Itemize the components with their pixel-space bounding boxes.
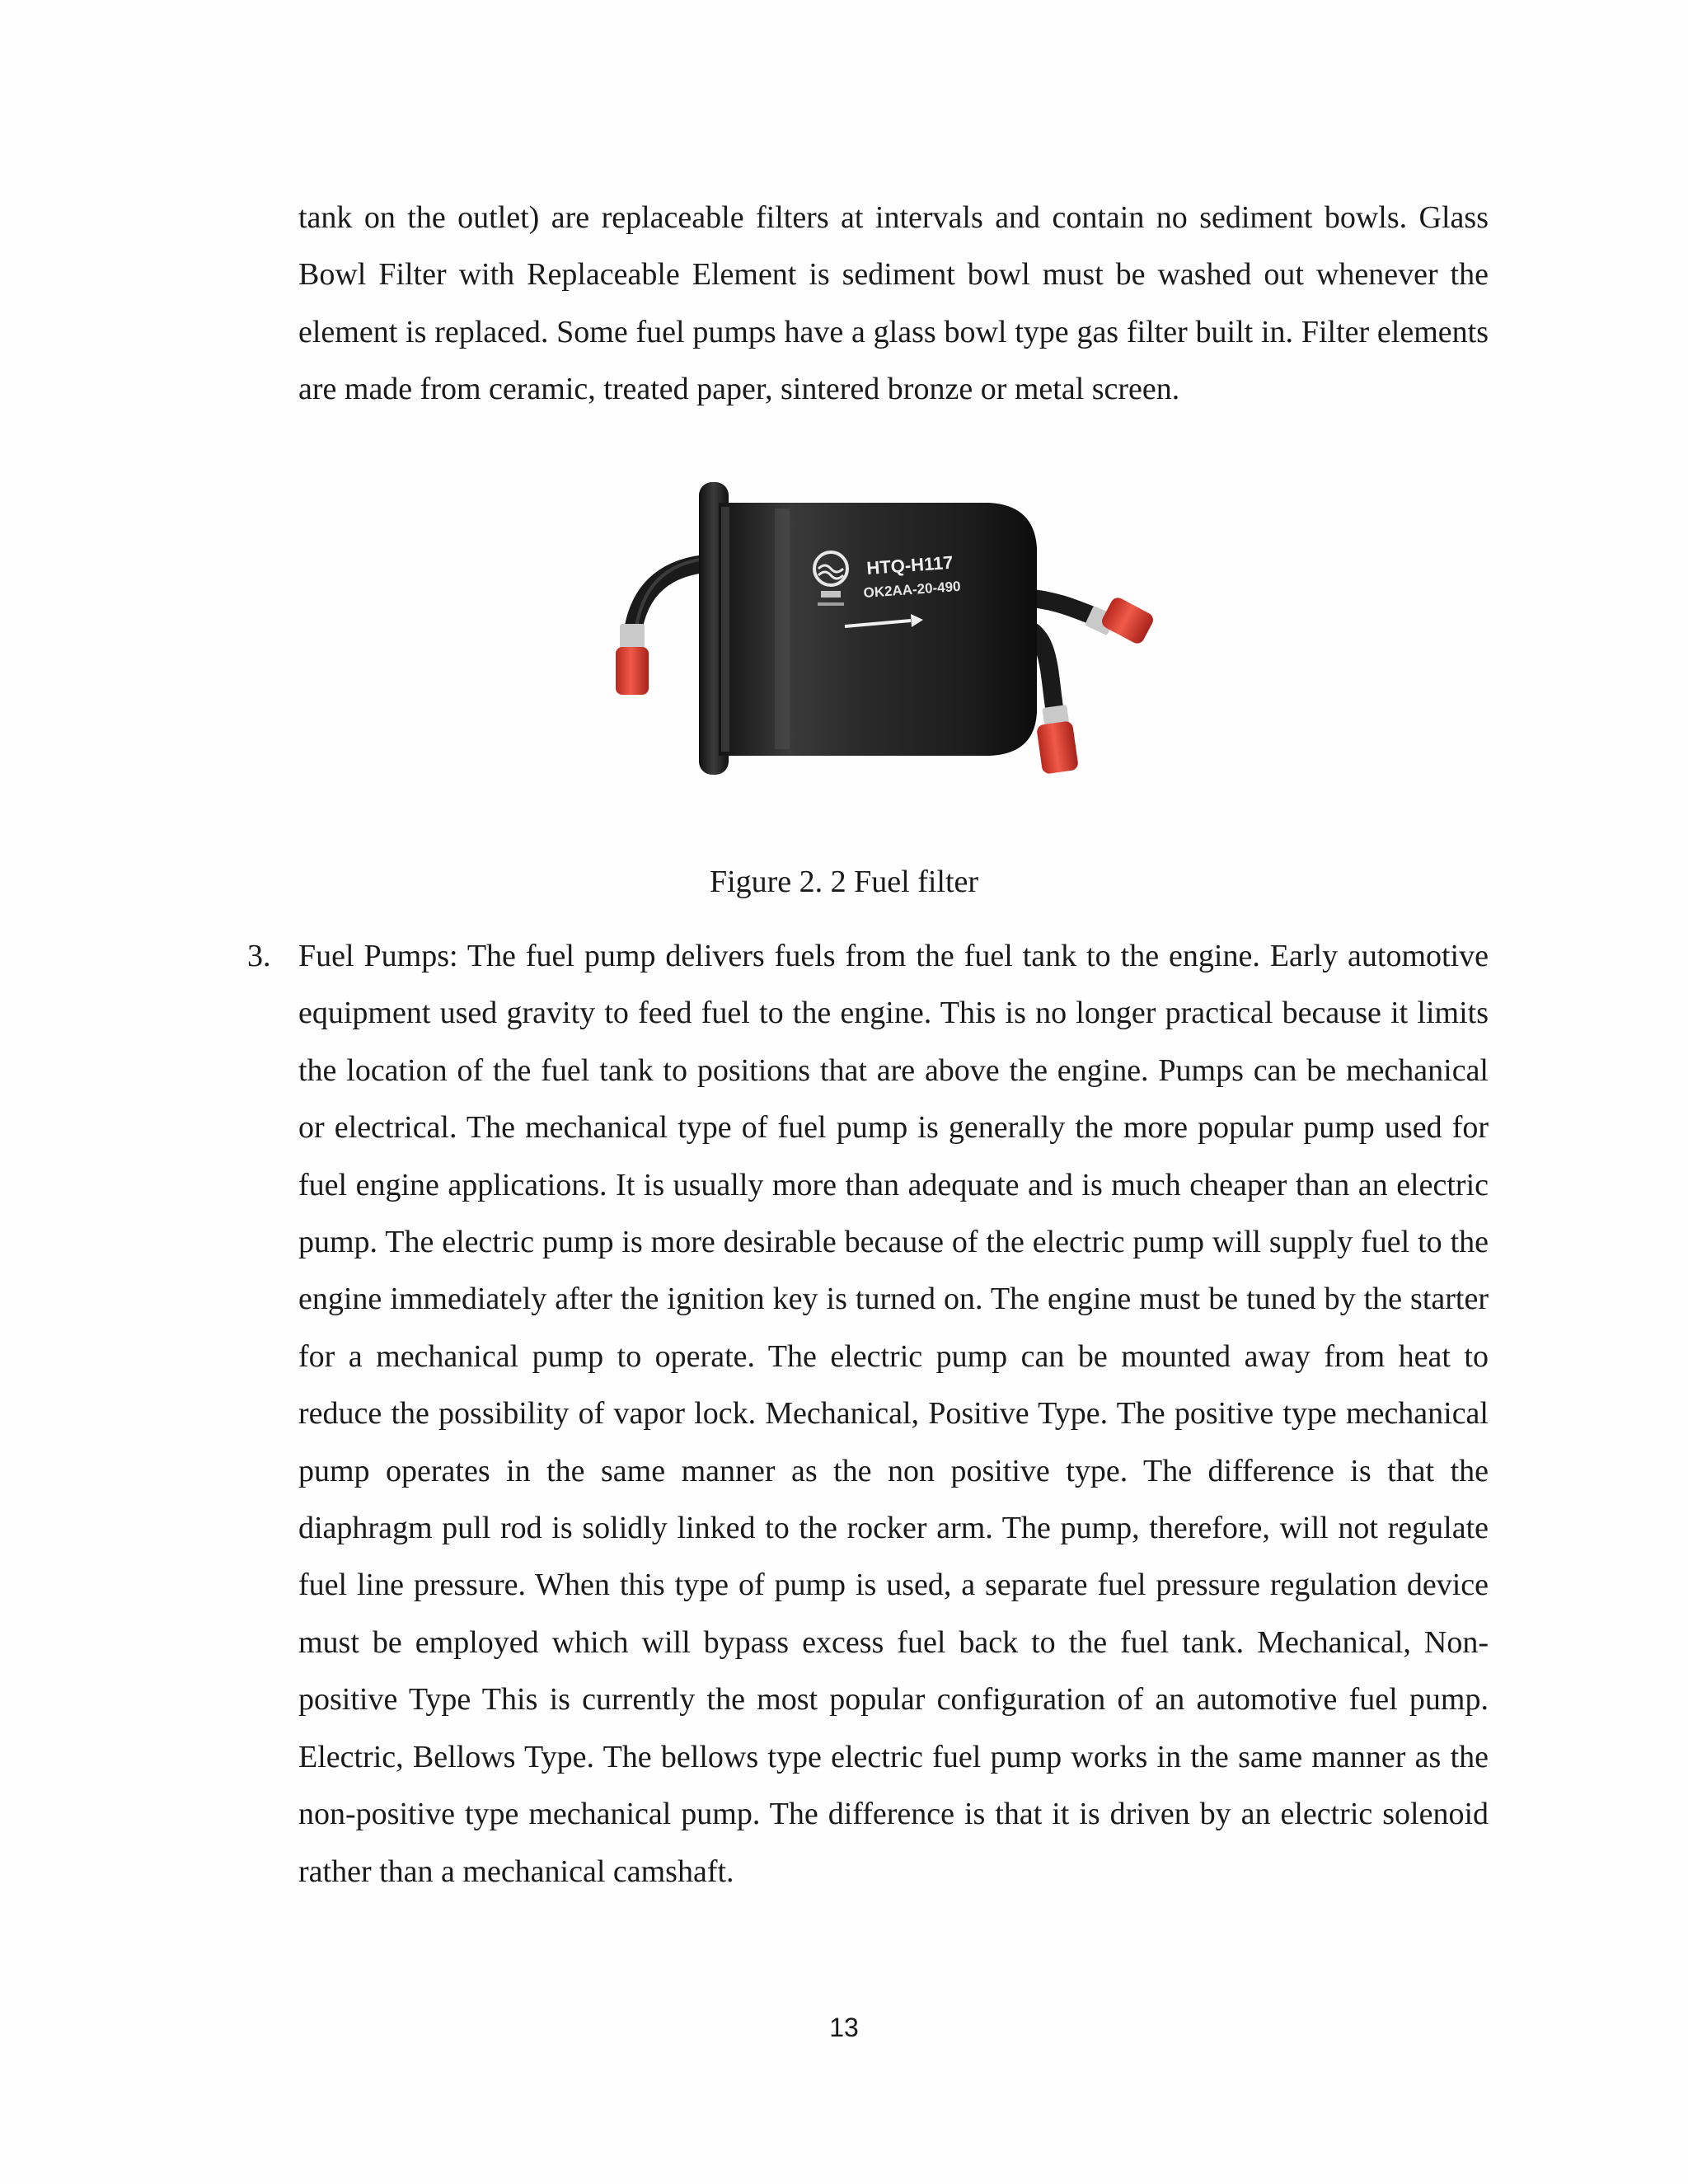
- list-item-number: 3.: [247, 939, 271, 973]
- intro-paragraph: [298, 190, 1489, 419]
- filter-model-label: HTQ-H117: [865, 551, 954, 579]
- figure-caption: Figure 2. 2 Fuel filter: [709, 865, 979, 899]
- right-upper-red-cap: [1100, 595, 1156, 646]
- filter-body: [719, 503, 1037, 756]
- left-red-cap: [616, 647, 649, 695]
- page-number: 13: [829, 2013, 859, 2042]
- fuel-filter-figure: [577, 466, 1170, 795]
- list-item-text: Fuel Pumps: The fuel pump delivers fuels from the fuel tank to the engine. Early automotive equipment used gravity to feed fuel to the engine. This is no longer practical because it limits the location of the fuel tank to positions that are above the engine. Pumps can be mechanical or electrical. The mechanical type of fuel pump is generally the more popular pump used for fuel engine applications. It is usually more than adequate and is much cheaper than an electric pump. The electric pump is more desirable because of the electric pump will supply fuel to the engine immediately after the ignition key is turned on. The engine must be tuned by the starter for a mechanical pump to operate. The electric pump can be mounted away from heat to reduce the possibility of vapor lock. Mechanical, Positive Type. The positive type mechanical pump operates in the same manner as the non positive type. The difference is that the diaphragm pull rod is solidly linked to the rocker arm. The pump, therefore, will not regulate fuel line pressure. When this type of pump is used, a separate fuel pressure regulation device must be employed which will bypass excess fuel back to the fuel tank. Mechanical, Non-positive Type This is currently the most popular configuration of an automotive fuel pump. Electric, Bellows Type. The bellows type electric fuel pump works in the same manner as the non-positive type mechanical pump. The difference is that it is driven by an electric solenoid rather than a mechanical camshaft.: [298, 939, 1489, 1889]
- right-lower-red-cap: [1036, 720, 1079, 775]
- fuel-filter-image: [577, 466, 1170, 795]
- filter-part-label: OK2AA-20-490: [862, 578, 962, 601]
- intro-paragraph-text: tank on the outlet) are replaceable filters at intervals and contain no sediment bowls. Glass Bowl Filter with Replaceable Element is sediment bowl must be washed out whenever the element is replaced. Some fuel pumps have a glass bowl type gas filter built in. Filter elements are made from ceramic, treated paper, sintered bronze or metal screen.: [298, 200, 1489, 407]
